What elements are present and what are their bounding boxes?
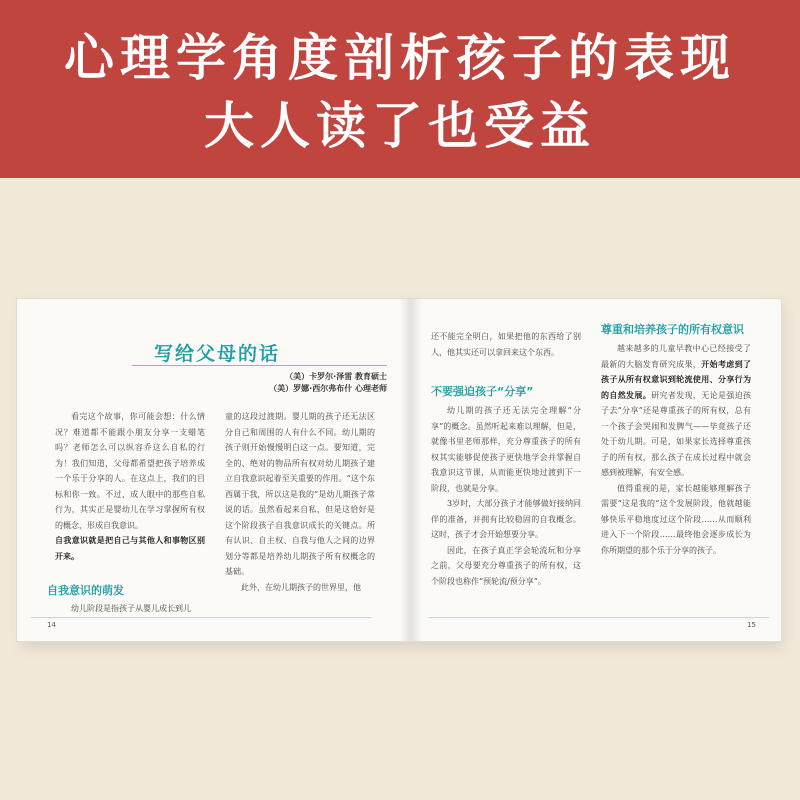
right-column-2	[601, 341, 751, 616]
paragraph: 幼儿阶段是指孩子从婴儿成长到儿	[71, 604, 191, 613]
title-divider	[132, 365, 387, 366]
left-bottom-rule	[31, 617, 371, 618]
paragraph: 童的这段过渡期。婴儿期的孩子还无法区分自己和周围的人有什么不同。幼儿期的孩子则开始慢慢明白这一点。要知道，完全的、绝对的物品所有权对幼儿期孩子建立自我意识起着至关重要的作用。“这个东西属于我，所以这是我的”是幼儿期孩子常说的话。虽然看起来自私，但是这恰好是这个阶段孩子自我意识成长的关键点。所有认识、自主权、自我与他人之间的边界划分等都是培养幼儿期孩子所有权概念的基础。	[225, 412, 375, 576]
book-gutter	[400, 299, 422, 642]
paragraph: 此外，在幼儿期孩子的世界里，他	[241, 582, 361, 592]
author-credit-1: （美）卡罗尔·泽雷 教育硕士	[285, 372, 387, 381]
left-column-1-tail	[55, 601, 205, 617]
paragraph: 因此，在孩子真正学会轮流玩和分享之前，父母要充分尊重孩子的所有权，这个阶段也称作“预轮流/预分享”。	[431, 545, 581, 586]
bold-text-run: 开始考虑到了孩子从所有权意识到轮流使用、分享行为的自然发展。	[601, 358, 751, 400]
text-run: 越来越多的儿童早教中心已经接受了最新的大脑发育研究成果，	[601, 344, 751, 369]
paragraph	[601, 341, 751, 481]
right-column-1	[431, 403, 581, 613]
paragraph: 幼儿期的孩子还无法完全理解“分享”的概念。虽然听起来难以理解，但是，就像书里老师那样，充分尊重孩子的所有权其实能够促使孩子更快地学会并掌握自我意识这节课，从而能更快地过渡到下一阶段，也就是分享。	[431, 406, 581, 493]
bold-statement: 自我意识就是把自己与其他人和事物区别开来。	[55, 535, 205, 561]
paragraph: 看完这个故事，你可能会想：什么情况？难道都不能跟小朋友分享一支蜡笔吗？老师怎么可以纵容乔这么自私的行为！我们知道，父母都希望把孩子培养成一个乐于分享的人。在这点上，我们的目标和你一致。不过，成人眼中的那些自私行为，其实正是婴幼儿在学习掌握所有权的概念，形成自我意识。	[55, 412, 205, 530]
left-page-title: 写给父母的话	[153, 343, 280, 365]
left-column-1	[55, 409, 205, 609]
right-column-1-top	[431, 329, 581, 369]
section-heading: 不要强迫孩子“分享”	[431, 385, 534, 398]
text-run: 研究者发现，无论是强迫孩子去“分享”还是尊重孩子的所有权，总有一个孩子会哭闹和发脾气——毕竟孩子还处于幼儿期。可是，如果家长选择尊重孩子的所有权，那么孩子在成长过程中就会感到被理解，有安全感。	[601, 390, 751, 477]
section-heading: 尊重和培养孩子的所有权意识	[601, 323, 744, 336]
right-page-number: 15	[747, 621, 756, 629]
right-bottom-rule	[429, 617, 769, 618]
paragraph: 3岁时，大部分孩子才能够做好接纳同伴的准备，并拥有比较稳固的自我概念。这时，孩子才会开始想要分享。	[431, 499, 581, 539]
author-credit-2: （美）罗娜·西尔弗布什 心理老师	[269, 384, 387, 393]
open-book-spread	[16, 298, 782, 642]
left-column-2	[225, 409, 375, 614]
banner-headline: 心理学角度剖析孩子的表现	[64, 29, 736, 87]
left-page-number: 14	[47, 621, 56, 629]
promo-banner	[0, 0, 800, 178]
paragraph: 还不能完全明白，如果把他的东西给了别人，他其实还可以拿回来这个东西。	[431, 332, 581, 357]
banner-subheadline: 大人读了也受益	[204, 97, 596, 155]
paragraph: 值得重视的是，家长越能够理解孩子需要“这是我的”这个发展阶段，他就越能够快乐平稳地度过这个阶段……从而顺利进入下一个阶段……最终他会逐步成长为你所期望的那个乐于分享的孩子。	[601, 483, 751, 555]
section-heading: 自我意识的萌发	[47, 584, 124, 597]
